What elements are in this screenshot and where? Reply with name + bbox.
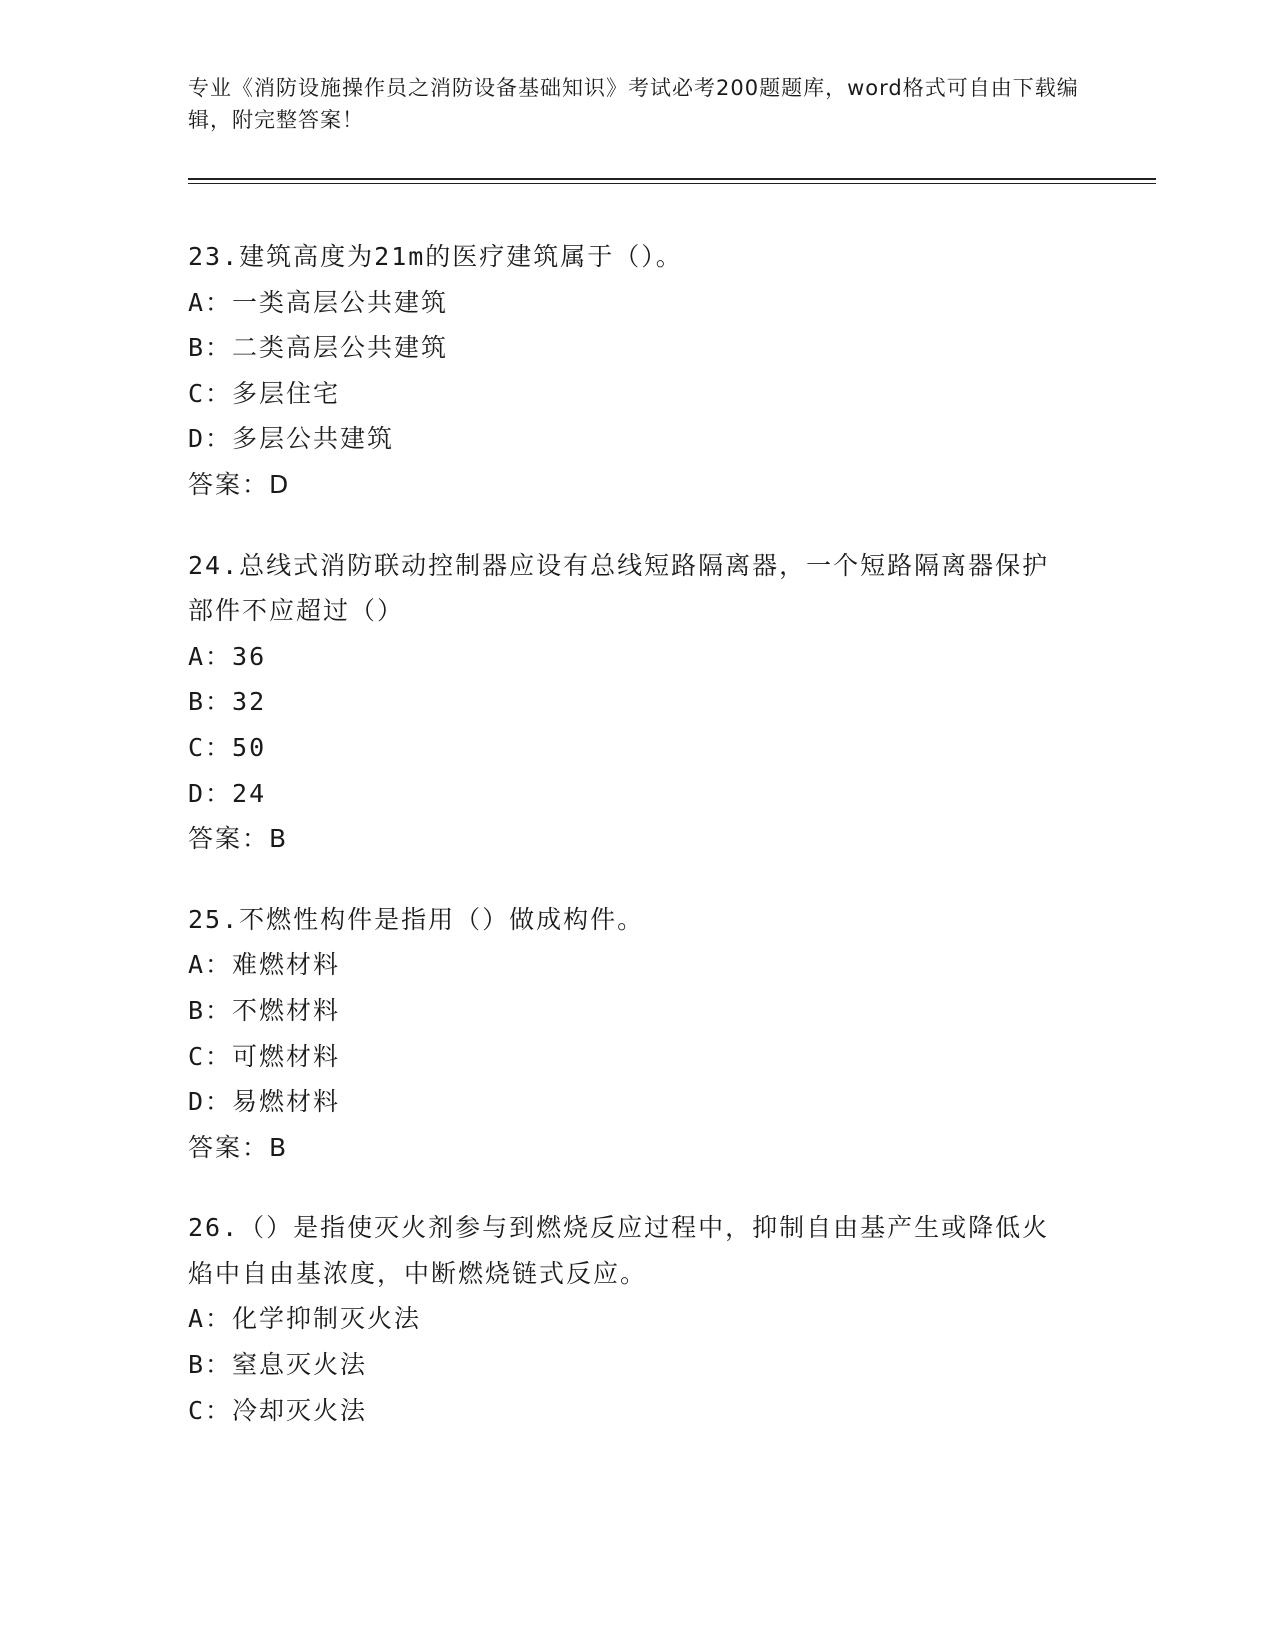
question-24	[188, 543, 1088, 862]
option-a: A：一类高层公共建筑	[188, 287, 449, 317]
option-b: B：不燃材料	[188, 995, 341, 1025]
option-c: C：多层住宅	[188, 378, 341, 408]
option-a: A：化学抑制灭火法	[188, 1304, 422, 1334]
answer-line: 答案：B	[188, 824, 289, 854]
question-text: 26.（）是指使灭火剂参与到燃烧反应过程中，抑制自由基产生或降低火焰中自由基浓度，中断燃烧链式反应。	[188, 1213, 1050, 1288]
answer-line: 答案：D	[188, 469, 291, 499]
option-d: D：24	[188, 778, 267, 808]
question-26	[188, 1205, 1088, 1433]
option-a: A：难燃材料	[188, 950, 341, 980]
question-text: 23.建筑高度为21m的医疗建筑属于（）。	[188, 242, 683, 271]
question-list	[188, 234, 1088, 1468]
question-text: 24.总线式消防联动控制器应设有总线短路隔离器，一个短路隔离器保护部件不应超过（）	[188, 550, 1050, 626]
option-d: D：易燃材料	[188, 1087, 341, 1117]
option-c: C：可燃材料	[188, 1041, 341, 1071]
document-header: 专业《消防设施操作员之消防设备基础知识》考试必考200题题库，word格式可自由下载编辑，附完整答案！	[188, 76, 1079, 132]
question-23	[188, 234, 1088, 508]
option-b: B：32	[188, 687, 267, 717]
question-text: 25.不燃性构件是指用（）做成构件。	[188, 904, 645, 934]
answer-line: 答案：B	[188, 1132, 289, 1162]
option-c: C：冷却灭火法	[188, 1395, 368, 1425]
header-divider-bottom	[188, 183, 1156, 184]
option-b: B：二类高层公共建筑	[188, 333, 449, 363]
header-divider-top	[188, 178, 1156, 180]
option-c: C：50	[188, 732, 267, 762]
option-d: D：多层公共建筑	[188, 424, 395, 454]
option-a: A：36	[188, 641, 267, 671]
question-25	[188, 897, 1088, 1171]
option-b: B：窒息灭火法	[188, 1350, 368, 1380]
